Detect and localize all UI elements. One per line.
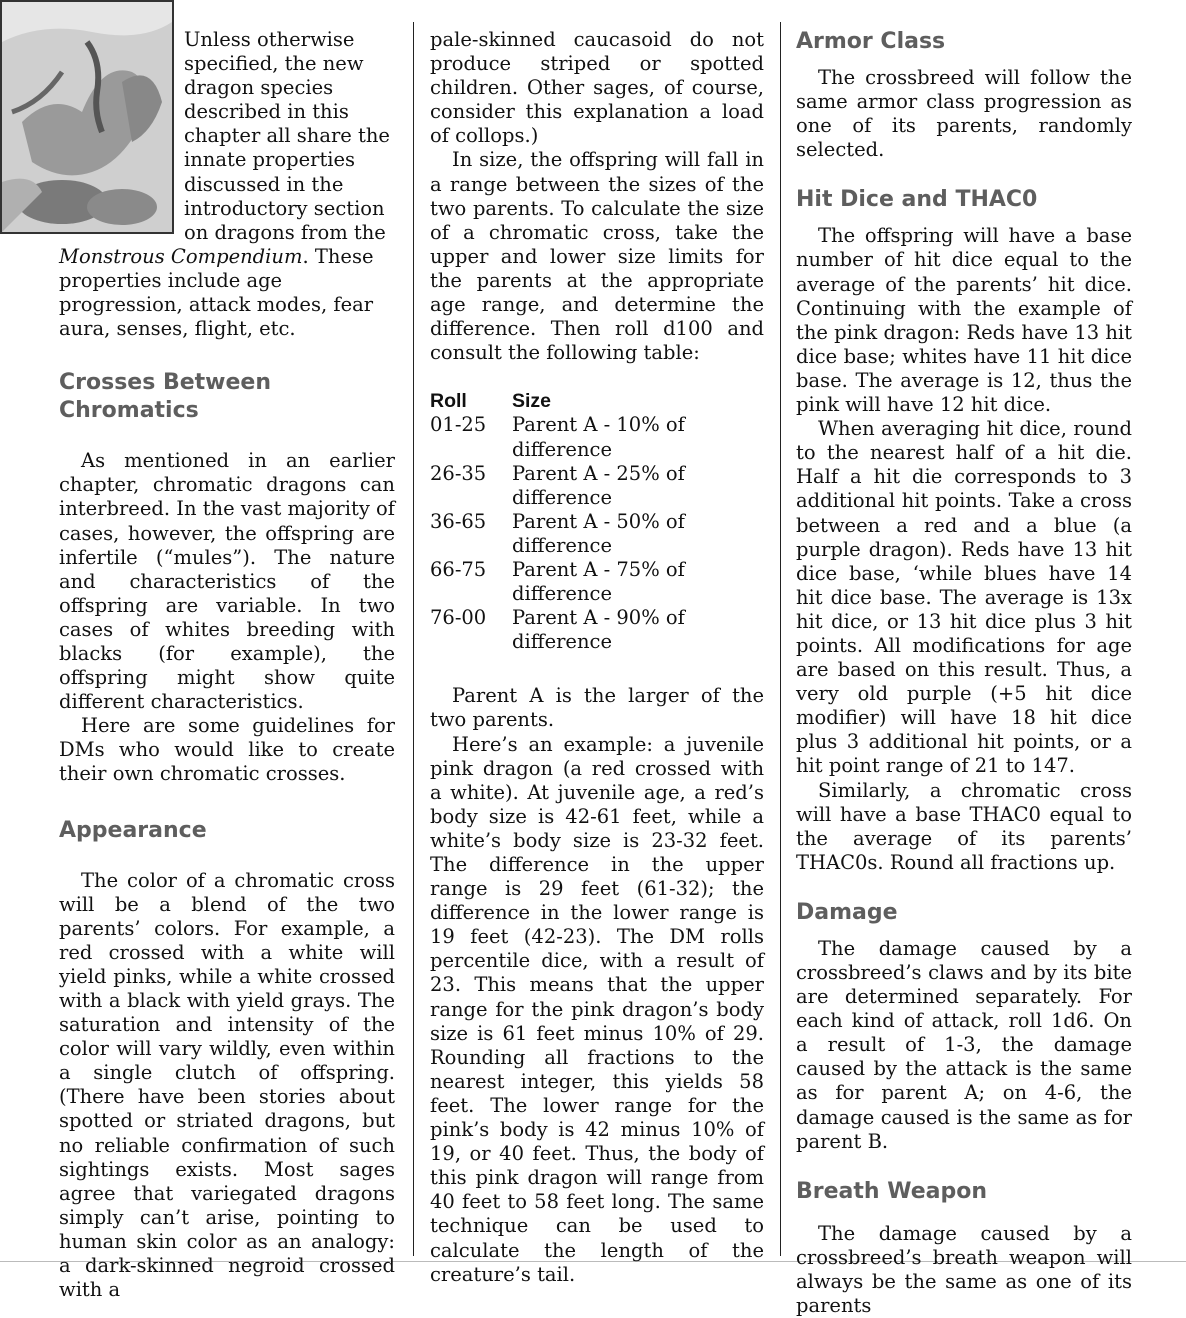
breath-paragraph: The damage caused by a crossbreed’s breath weapon will always be the same as one of its parents bbox=[796, 1221, 1132, 1318]
collops-paragraph: pale-skinned caucasoid do not produce striped or spotted children. Other sages, of course, consider this explanation a load of collops.) bbox=[430, 28, 764, 148]
column-right bbox=[796, 28, 1132, 1318]
thac0-paragraph: Similarly, a chromatic cross will have a base THAC0 equal to the average of its parents’ THAC0s. Round all fractions up. bbox=[796, 778, 1132, 874]
crosses-paragraph-2: Here are some guidelines for DMs who would like to create their own chromatic crosses. bbox=[59, 714, 395, 786]
table-row bbox=[430, 558, 764, 606]
column-divider-1 bbox=[413, 22, 414, 1256]
size-paragraph: In size, the offspring will fall in a range between the sizes of the two parents. To calculate the size of a chromatic cross, take the upper and lower size limits for the parents at the appropriate age range, and determine the difference. Then roll d100 and consult the following table: bbox=[430, 148, 764, 365]
table-cell-size: Parent A - 10% of difference bbox=[512, 413, 685, 461]
table-header-roll: Roll bbox=[430, 390, 467, 413]
table-cell-roll: 26-35 bbox=[430, 461, 487, 485]
armor-paragraph: The crossbreed will follow the same armor class progression as one of its parents, randomly selected. bbox=[796, 66, 1132, 162]
table-cell-roll: 66-75 bbox=[430, 557, 487, 581]
size-roll-table bbox=[430, 389, 764, 654]
table-header-size: Size bbox=[512, 390, 552, 413]
heading-armor-class: Armor Class bbox=[796, 29, 946, 54]
intro-text: Unless otherwise specified, the new dragon species described in this chapter all share the innate properties discussed in the introductory section on dragons from the bbox=[184, 28, 390, 244]
hit-dice-paragraph-2: When averaging hit dice, round to the nearest half of a hit die. Half a hit die corresponds to 3 additional hit points. Take a cross between a red and a blue (a purple dragon). Reds have 13 hit dice base, ‘while blues have 14 hit dice base. The average is 13x hit dice, or 13 hit dice plus 3 hit points. All modifications for age are based on this result. Thus, a very old purple (+5 hit dice modifier) will have 18 hit dice plus 3 additional hit points, or a hit point range of 21 to 147. bbox=[796, 417, 1132, 778]
crosses-paragraph-1: As mentioned in an earlier chapter, chromatic dragons can interbreed. In the vast majority of cases, however, the offspring are infertile (“mules”). The nature and characteristics of the offspring are variable. In two cases of whites breeding with blacks (for example), the offspring might show quite different characteristics. bbox=[59, 449, 396, 714]
table-cell-roll: 36-65 bbox=[430, 509, 487, 533]
intro-text-end: . These properties include age progression, attack modes, fear aura, senses, flight, etc. bbox=[59, 244, 374, 341]
appearance-paragraph-1: The color of a chromatic cross will be a blend of the two parents’ colors. For example, a red crossed with a white will yield pinks, while a white crossed with a black with yield grays. The saturation and intensity of the color will vary wildly, even within a single clutch of offspring. (There have been stories about spotted or striated dragons, but no reliable confirmation of such sightings exists. Most sages agree that variegated dragons simply can’t arise, pointing to human skin color as an analogy: a dark-skinned negroid crossed with a bbox=[59, 868, 395, 1302]
heading-damage: Damage bbox=[796, 899, 898, 925]
parent-a-paragraph: Parent A is the larger of the two parents. bbox=[430, 684, 764, 732]
damage-paragraph: The damage caused by a crossbreed’s claws and by its bite are determined separately. For each kind of attack, roll 1d6. On a result of 1-3, the damage caused by the attack is the same as for parent A; on 4-6, the damage caused is the same as for parent B. bbox=[796, 936, 1132, 1153]
table-cell-size: Parent A - 90% of difference bbox=[512, 606, 685, 654]
column-left bbox=[59, 28, 395, 1302]
example-paragraph: Here’s an example: a juvenile pink dragon (a red crossed with a white). At juvenile age, a red’s body size is 42-61 feet, while a white’s body size is 23-32 feet. The difference in the upper range is 29 feet (61-32); the difference in the lower range is 19 feet (42-23). The DM rolls percentile dice, with a result of 23. This means that the upper range for the pink dragon’s body size is 61 feet minus 10% of 29. Rounding all fractions to the nearest integer, this yields 58 feet. The lower range for the pink’s body is 42 minus 10% of 19, or 40 feet. Thus, the body of this pink dragon will range from 40 feet to 58 feet long. The same technique can be used to calculate the length of the creature’s tail. bbox=[430, 732, 764, 1286]
heading-breath-weapon: Breath Weapon bbox=[796, 1178, 987, 1204]
table-header-row bbox=[430, 389, 764, 413]
column-divider-2 bbox=[780, 22, 781, 1256]
column-middle bbox=[430, 28, 764, 1287]
table-cell-roll: 01-25 bbox=[430, 413, 487, 437]
table-cell-size: Parent A - 25% of difference bbox=[512, 461, 685, 509]
table-row bbox=[430, 510, 764, 558]
table-cell-size: Parent A - 50% of difference bbox=[512, 509, 685, 557]
dragon-illustration bbox=[0, 0, 174, 234]
table-cell-roll: 76-00 bbox=[430, 606, 487, 630]
table-row bbox=[430, 462, 764, 510]
table-row bbox=[430, 606, 764, 654]
table-cell-size: Parent A - 75% of difference bbox=[512, 557, 685, 606]
hit-dice-paragraph-1: The offspring will have a base number of hit dice equal to the average of the parents’ hit dice. Continuing with the example of the pink dragon: Reds have 13 hit dice base; whites have 11 hit dice base. The average is 12, thus the pink will have 12 hit dice. bbox=[796, 224, 1132, 417]
heading-appearance: Appearance bbox=[59, 817, 207, 843]
heading-hit-dice: Hit Dice and THAC0 bbox=[796, 187, 1038, 213]
table-row bbox=[430, 413, 764, 461]
intro-book-title: Monstrous Compendium bbox=[59, 244, 303, 268]
heading-crosses-between-chromatics: Crosses Between Chromatics bbox=[59, 370, 272, 424]
